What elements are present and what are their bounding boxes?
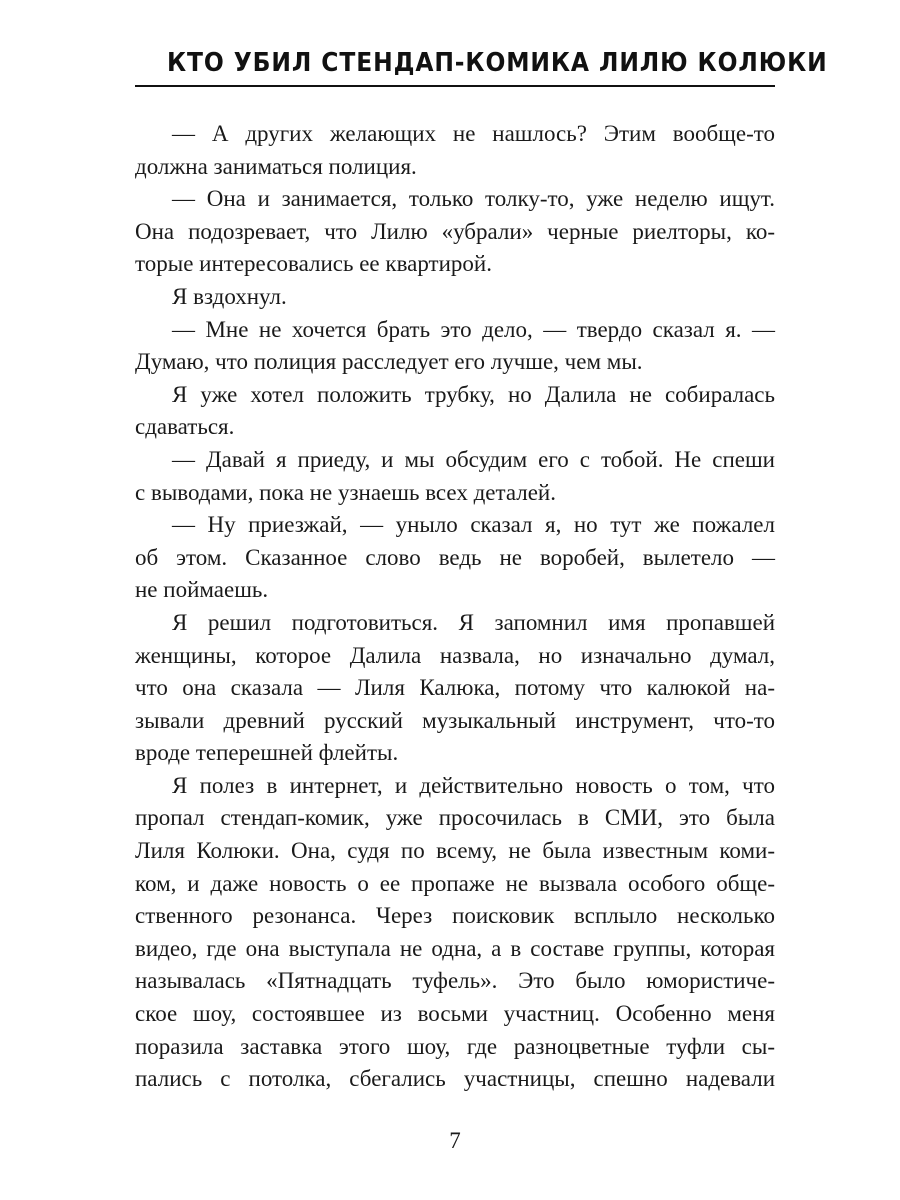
text-line: ское шоу, состоявшее из восьми участниц. Особенно меня [135,1001,775,1027]
text-line: ком, и даже новость о ее пропаже не вызвала особого обще- [135,870,775,896]
text-line: об этом. Сказанное слово ведь не воробей, вылетело — [135,544,775,570]
text-line: Я решил подготовиться. Я запомнил имя пропавшей [172,609,775,635]
text-line: видео, где она выступала не одна, а в составе группы, которая [135,935,775,961]
text-line: женщины, которое Далила назвала, но изначально думал, [135,642,775,668]
text-line: Лиля Колюки. Она, судя по всему, не была известным коми- [135,838,775,864]
text-line: поразила заставка этого шоу, где разноцветные туфли сы- [135,1033,775,1059]
text-line: пались с потолка, сбегались участницы, спешно надевали [135,1066,775,1092]
text-line: зывали древний русский музыкальный инструмент, что-то [135,707,775,733]
body-text [135,118,775,1096]
text-line: с выводами, пока не узнаешь всех деталей. [135,479,556,505]
text-line: вроде теперешней флейты. [135,740,399,766]
text-line: Она подозревает, что Лилю «убрали» черные риелторы, ко- [135,218,775,244]
page-number: 7 [449,1128,461,1153]
text-line: Я уже хотел положить трубку, но Далила не собиралась [172,381,775,407]
text-line: Думаю, что полиция расследует его лучше, чем мы. [135,349,643,375]
text-line: — Она и занимается, только толку-то, уже неделю ищут. [172,186,775,212]
text-line: — Давай я приеду, и мы обсудим его с тобой. Не спеши [172,446,775,472]
text-line: пропал стендап-комик, уже просочилась в СМИ, это была [135,805,775,831]
text-line: торые интересовались ее квартирой. [135,251,492,277]
text-line: называлась «Пятнадцать туфель». Это было юмористиче- [135,968,775,994]
header-rule [135,85,775,87]
text-line: Я полез в интернет, и действительно новость о том, что [172,772,775,798]
text-line: — А других желающих не нашлось? Этим вообще-то [172,121,775,146]
running-title: КТО УБИЛ СТЕНДАП-КОМИКА ЛИЛЮ КОЛЮКИ [167,48,828,78]
text-line: — Ну приезжай, — уныло сказал я, но тут же пожалел [172,512,775,538]
text-line: сдаваться. [135,414,235,440]
text-line: должна заниматься полиция. [135,153,417,179]
text-line: Я вздохнул. [172,283,287,309]
text-line: не поймаешь. [135,577,269,603]
text-line: что она сказала — Лиля Калюка, потому что калюкой на- [135,675,775,701]
text-line: — Мне не хочется брать это дело, — твердо сказал я. — [172,316,775,342]
text-line: ственного резонанса. Через поисковик всплыло несколько [135,903,775,929]
